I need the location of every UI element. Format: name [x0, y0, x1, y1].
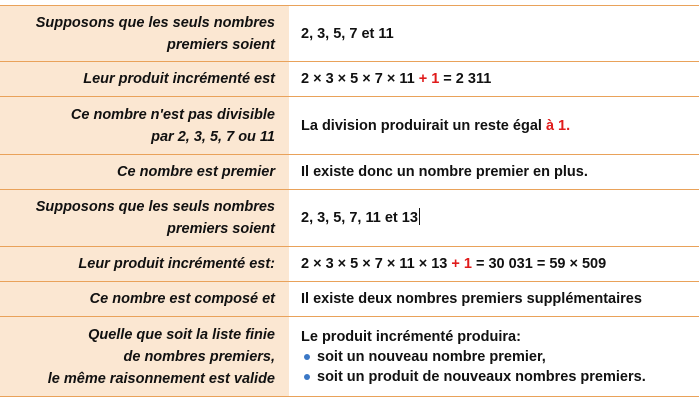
row-content: Il existe donc un nombre premier en plus. [301, 164, 588, 180]
list-item: soit un nouveau nombre premier, [301, 347, 699, 367]
increment-highlight: + 1 [451, 256, 472, 272]
table-row [0, 155, 699, 190]
row-label: Ce nombre est premier [0, 155, 289, 189]
text-cursor [419, 208, 420, 225]
table-row [0, 62, 699, 97]
row-content: 2 × 3 × 5 × 7 × 11 + 1 = 2 311 [301, 71, 492, 87]
table-row [0, 317, 699, 397]
row-content: 2 × 3 × 5 × 7 × 11 × 13 + 1 = 30 031 = 59 × 509 [301, 256, 607, 272]
list-item: soit un produit de nouveaux nombres premiers. [301, 367, 699, 387]
row-content: 2, 3, 5, 7, 11 et 13 [301, 210, 418, 226]
row-label: Leur produit incrémenté est: [0, 247, 289, 281]
row-label: Ce nombre n'est pas divisible par 2, 3, 5, 7 ou 11 [0, 97, 289, 154]
bullet-list [301, 347, 699, 387]
table-row [0, 247, 699, 282]
table-row [0, 190, 699, 247]
row-content: Il existe deux nombres premiers supplémentaires [301, 291, 642, 307]
row-content: La division produirait un reste égal à 1. [301, 117, 571, 134]
row-label: Ce nombre est composé et [0, 282, 289, 316]
row-content: 2, 3, 5, 7 et 11 [301, 25, 394, 42]
row-label: Supposons que les seuls nombres premiers soient [0, 190, 289, 246]
row-label: Leur produit incrémenté est [0, 62, 289, 96]
bullet-icon [304, 374, 310, 380]
increment-highlight: + 1 [418, 71, 440, 87]
row-label: Supposons que les seuls nombres premiers soient [0, 6, 289, 61]
remainder-highlight: à 1. [545, 117, 571, 134]
table-row [0, 282, 699, 317]
bullet-icon [304, 354, 310, 360]
row-content: Le produit incrémenté produira: soit un nouveau nombre premier, soit un produit de nouveaux nombres premiers. [289, 317, 699, 396]
table-row [0, 97, 699, 155]
row-label: Quelle que soit la liste finie de nombres premiers, le même raisonnement est valide [0, 317, 289, 396]
table-row [0, 5, 699, 62]
